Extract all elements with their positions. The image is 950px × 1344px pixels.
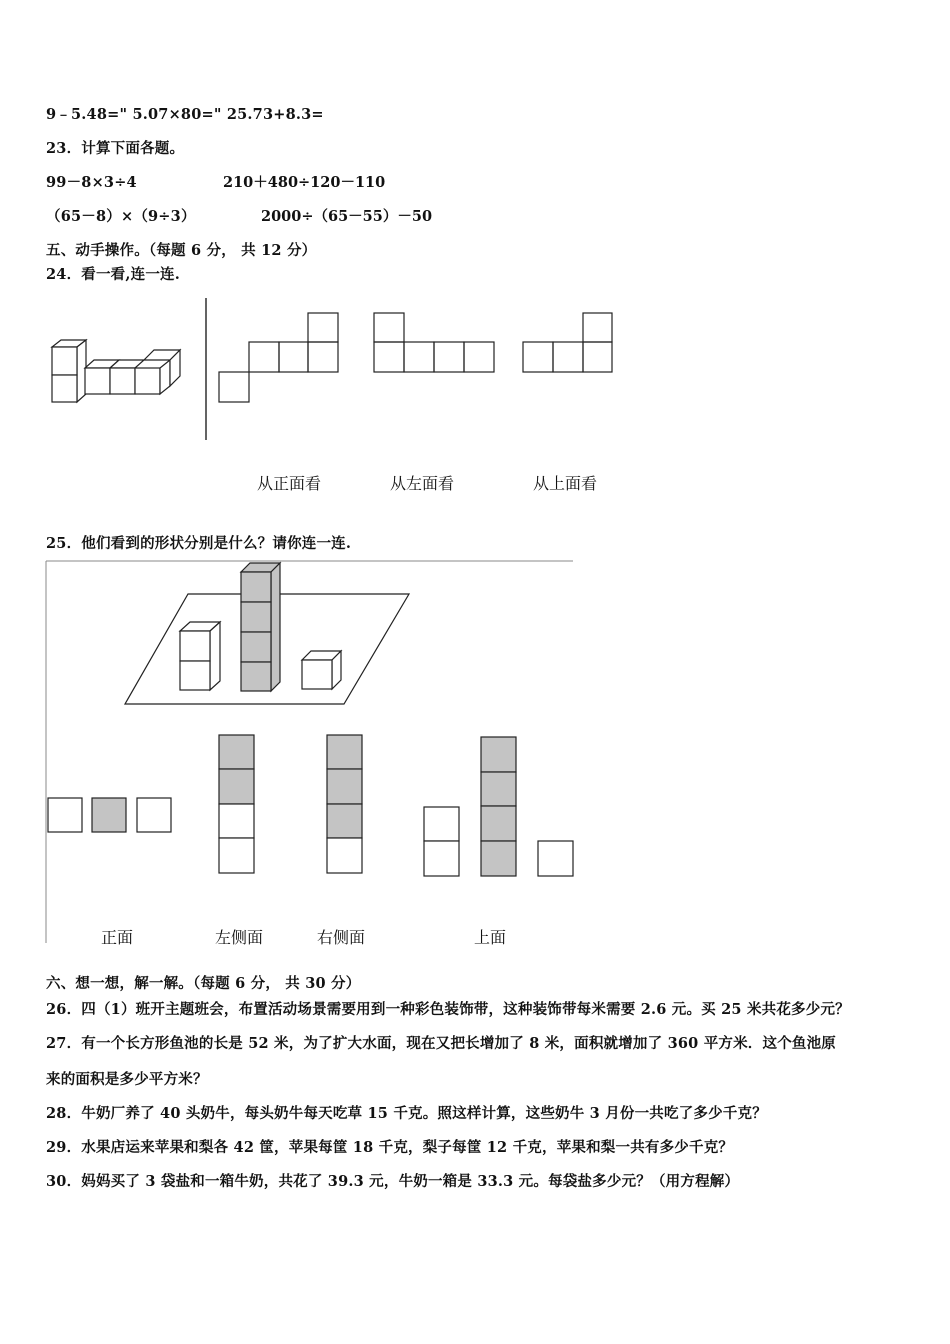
q27-text-line-1: 27．有一个长方形鱼池的长是 52 米，为了扩大水面，现在又把长增加了 8 米，面积就增加了 360 平方米．这个鱼池原 — [46, 1035, 836, 1052]
q25-stack-gray — [241, 563, 280, 691]
q25-view-1 — [48, 798, 171, 832]
q28-text: 28．牛奶厂养了 40 头奶牛，每头奶牛每天吃草 15 千克。照这样计算，这些奶牛 3 月份一共吃了多少千克？ — [46, 1105, 767, 1122]
q25-plane — [125, 594, 409, 704]
section-6-heading: 六、想一想，解一解。（每题 6 分， 共 30 分） — [46, 975, 361, 992]
section-5-heading: 五、动手操作。（每题 6 分， 共 12 分） — [46, 242, 317, 259]
q23-expr-4: 2000÷（65－55）－50 — [261, 208, 433, 225]
q25-label-top: 上面 — [474, 928, 507, 947]
q25-frame — [46, 561, 573, 943]
q29-text: 29．水果店运来苹果和梨各 42 筐，苹果每筐 18 千克，梨子每筐 12 千克，苹果和梨一共有多少千克？ — [46, 1139, 734, 1156]
q25-title: 25．他们看到的形状分别是什么？请你连一连. — [46, 535, 352, 552]
q24-cube-solid — [52, 340, 180, 402]
q24-label-left: 从左面看 — [390, 474, 455, 493]
q25-label-left-side: 左侧面 — [215, 928, 264, 947]
q26-text: 26．四（1）班开主题班会，布置活动场景需要用到一种彩色装饰带，这种装饰带每米需要 2.6 元。买 25 米共花多少元？ — [46, 1001, 850, 1018]
q24-views — [219, 313, 612, 402]
q25-single-cube — [302, 651, 341, 689]
q30-text: 30．妈妈买了 3 袋盐和一箱牛奶，共花了 39.3 元，牛奶一箱是 33.3 元。每袋盐多少元？（用方程解） — [46, 1173, 740, 1190]
q23-expr-1: 99－8×3÷4 — [46, 174, 137, 191]
q24-label-front: 从正面看 — [257, 474, 322, 493]
q25-label-right-side: 右侧面 — [317, 928, 366, 947]
q24-label-top: 从上面看 — [533, 474, 598, 493]
q22-expressions: 9﹣5.48=" 5.07×80=" 25.73+8.3= — [46, 106, 324, 123]
q23-expr-3: （65－8）×（9÷3） — [46, 208, 196, 225]
q23-title: 23．计算下面各题。 — [46, 140, 185, 157]
q27-text-line-2: 来的面积是多少平方米？ — [46, 1071, 208, 1088]
q25-label-front: 正面 — [101, 928, 134, 947]
q24-title: 24．看一看,连一连. — [46, 266, 180, 283]
q25-stack-white — [180, 622, 220, 690]
q25-view-4 — [424, 737, 573, 876]
q23-expr-2: 210＋480÷120－110 — [223, 174, 386, 191]
q25-view-2 — [219, 735, 254, 873]
q25-view-3 — [327, 735, 362, 873]
